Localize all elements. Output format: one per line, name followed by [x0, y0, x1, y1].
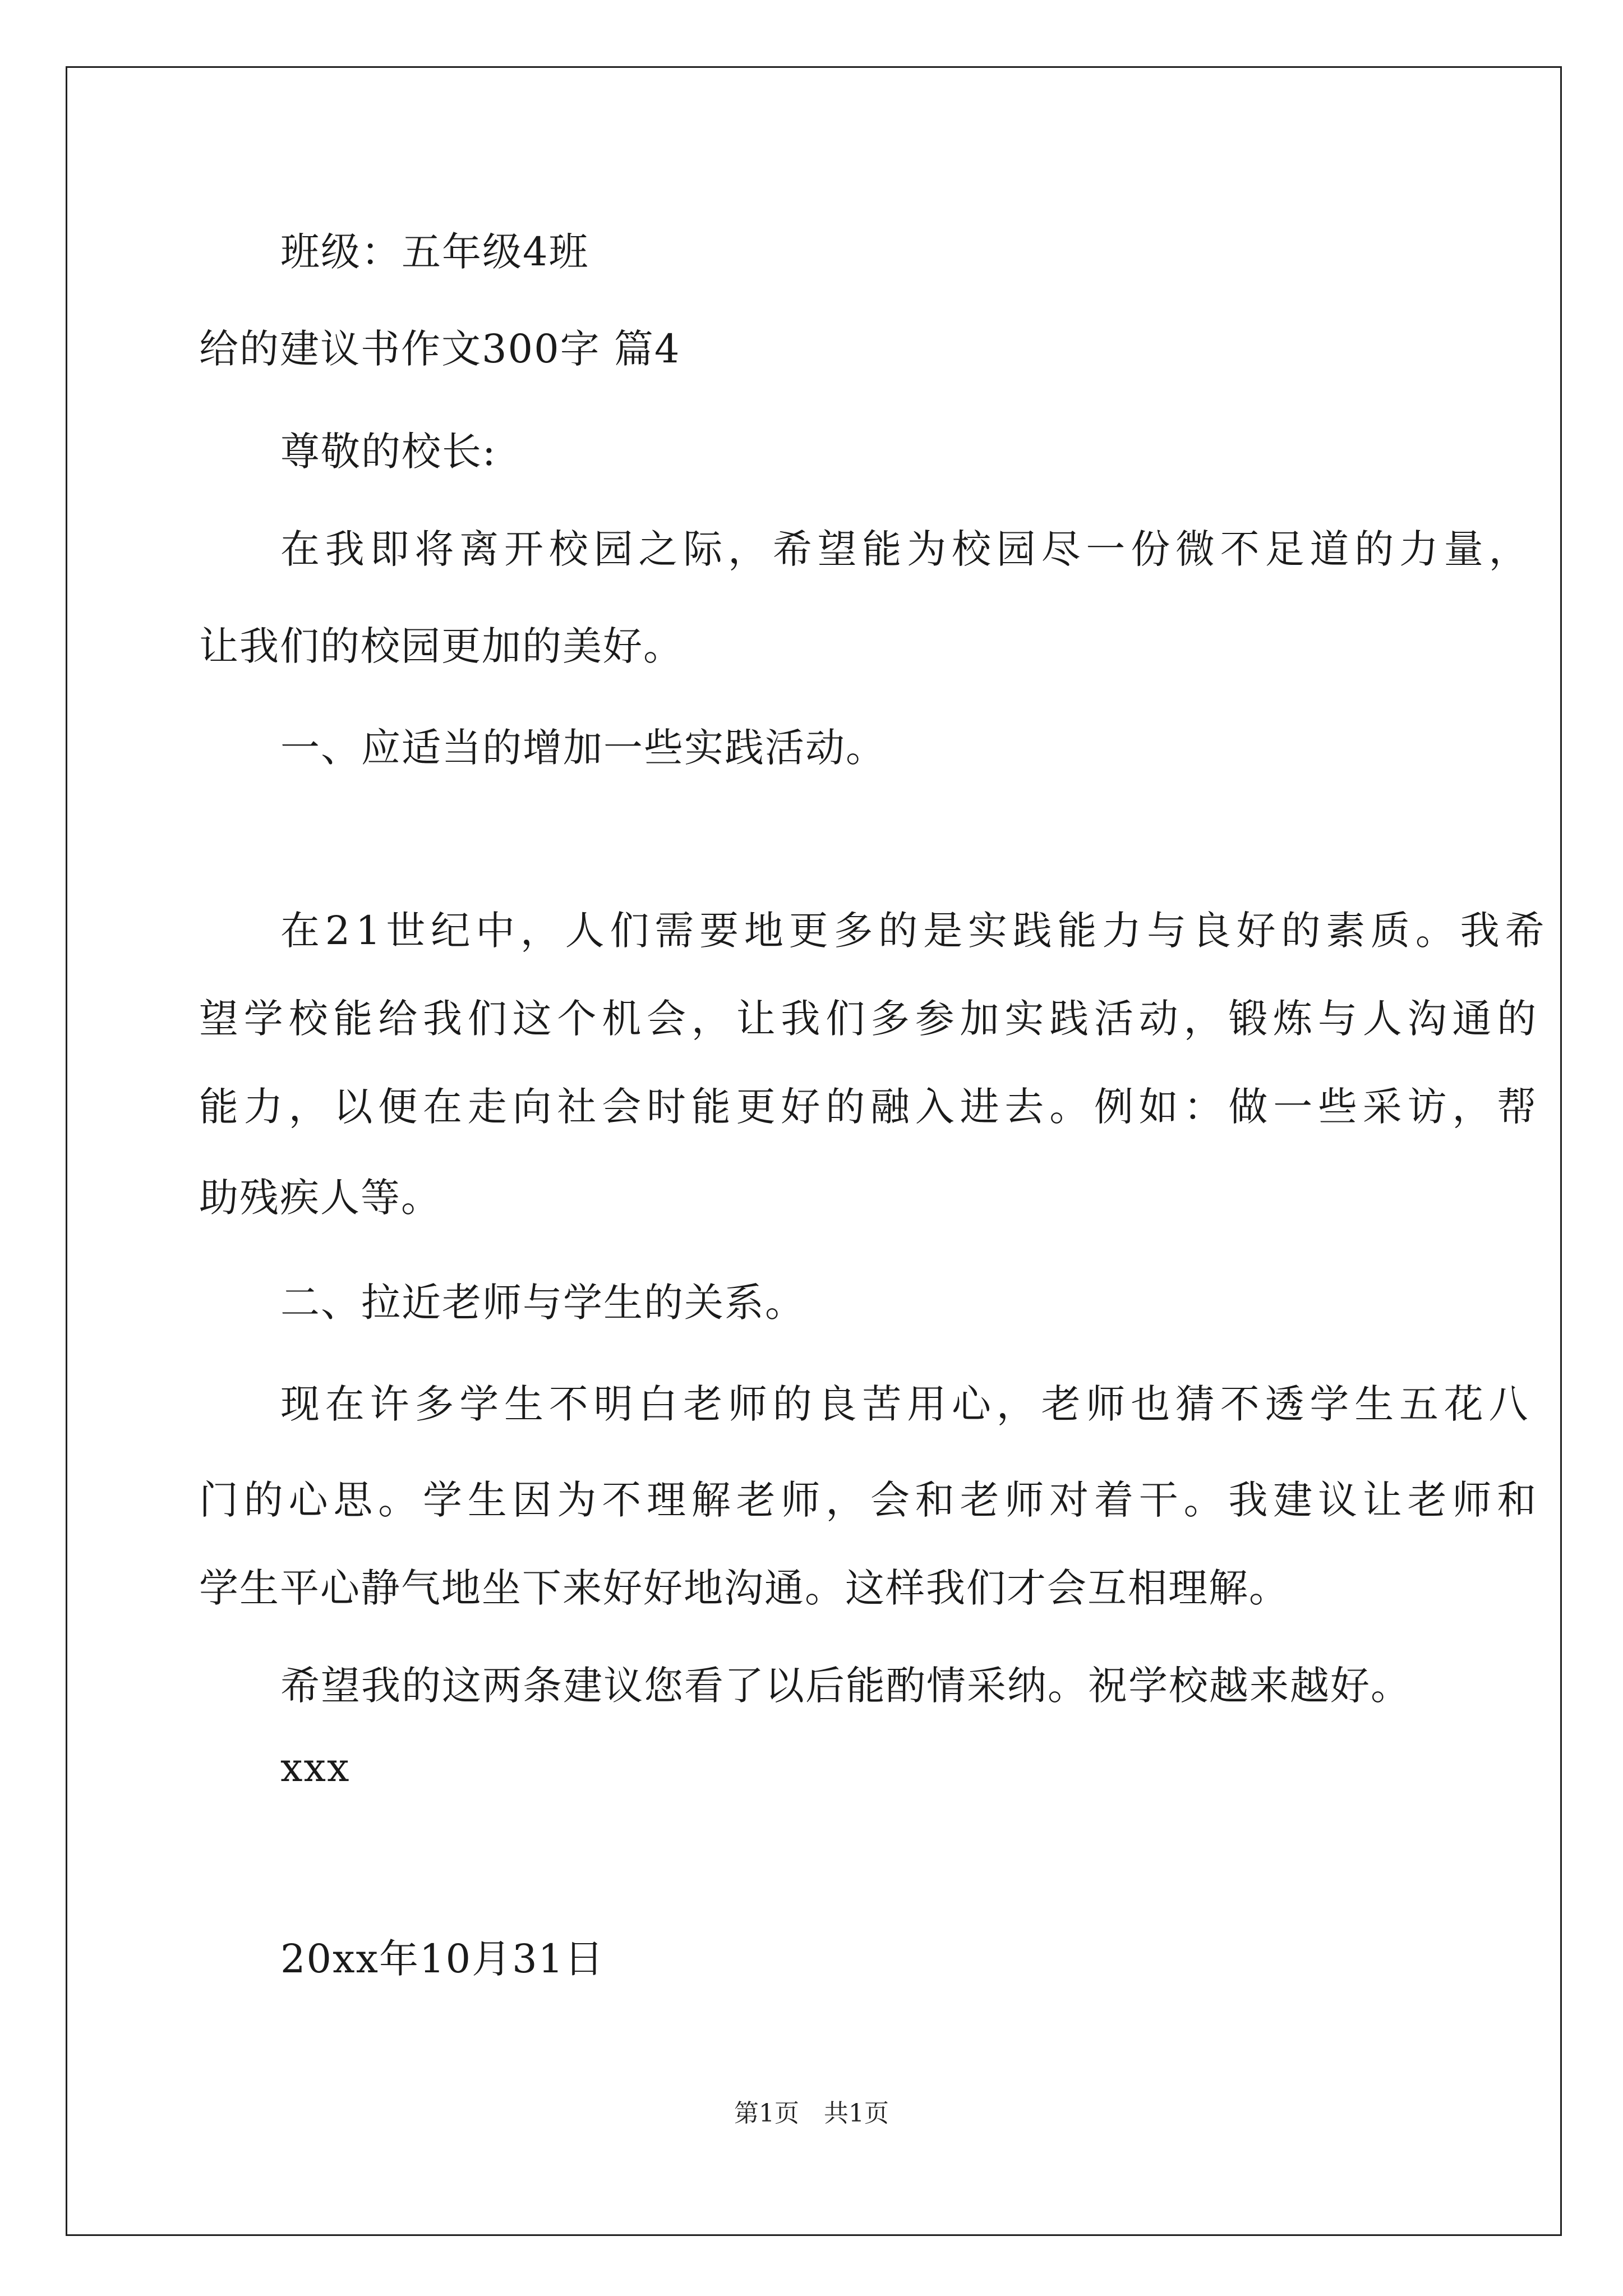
- salutation: 尊敬的校长:: [280, 429, 497, 475]
- paragraph-intro-line-1: 在我即将离开校园之际，希望能为校园尽一份微不足道的力量，: [280, 526, 1534, 572]
- point-2-heading: 二、拉近老师与学生的关系。: [280, 1280, 805, 1326]
- paragraph-point2-line-1: 现在许多学生不明白老师的良苦用心，老师也猜不透学生五花八: [280, 1381, 1534, 1427]
- date: 20xx年10月31日: [280, 1936, 605, 1982]
- signature: xxx: [280, 1745, 351, 1791]
- paragraph-point1-line-2: 望学校能给我们这个机会，让我们多参加实践活动，锻炼与人沟通的: [199, 996, 1542, 1042]
- point-1-heading: 一、应适当的增加一些实践活动。: [280, 725, 886, 771]
- paragraph-point1-line-3: 能力，以便在走向社会时能更好的融入进去。例如：做一些采访，帮: [199, 1084, 1542, 1130]
- page-border: [66, 66, 1562, 2236]
- paragraph-point1-line-4: 助残疾人等。: [199, 1175, 441, 1221]
- closing-paragraph: 希望我的这两条建议您看了以后能酌情采纳。祝学校越来越好。: [280, 1663, 1411, 1709]
- paragraph-point1-line-1: 在21世纪中，人们需要地更多的是实践能力与良好的素质。我希: [280, 908, 1550, 954]
- essay-title: 给的建议书作文300字 篇4: [199, 326, 681, 372]
- paragraph-intro-line-2: 让我们的校园更加的美好。: [199, 623, 684, 669]
- paragraph-point2-line-2: 门的心思。学生因为不理解老师，会和老师对着干。我建议让老师和: [199, 1477, 1542, 1523]
- paragraph-point2-line-3: 学生平心静气地坐下来好好地沟通。这样我们才会互相理解。: [199, 1565, 1289, 1611]
- class-line: 班级：五年级4班: [280, 229, 589, 275]
- page-footer: 第1页 共1页: [734, 2099, 889, 2128]
